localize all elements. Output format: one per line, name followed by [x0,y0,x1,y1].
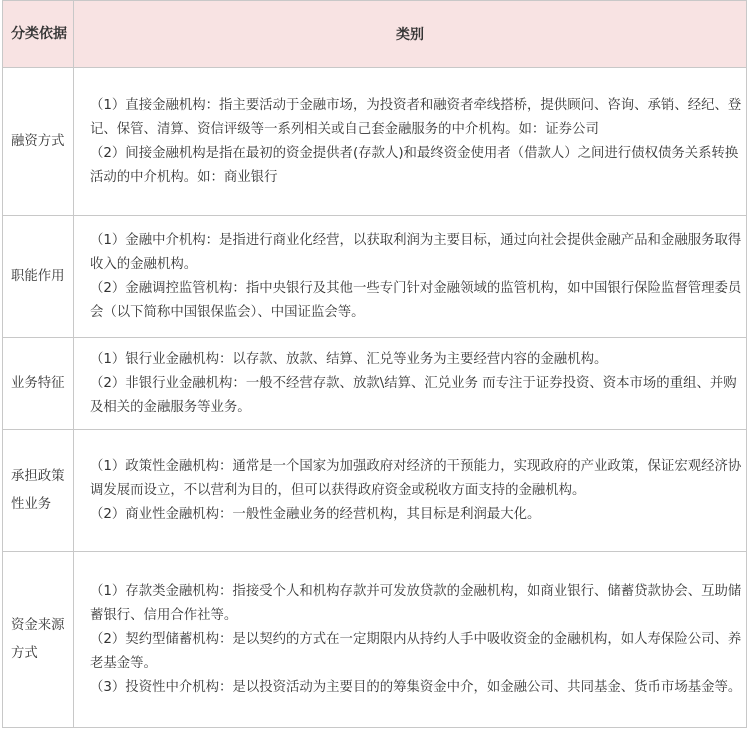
row-description [74,216,747,338]
row-basis: 资金来源方式 [3,552,74,728]
table-row [3,552,747,728]
row-line: （2）契约型储蓄机构：是以契约的方式在一定期限内从持约人手中吸收资金的金融机构，如人寿保险公司、养老基金等。 [90,631,742,671]
table-header-row [3,1,747,68]
row-line: （2）金融调控监管机构：指中央银行及其他一些专门针对金融领域的监管机构，如中国银行保险监督管理委员会（以下简称中国银保监会）、中国证监会等。 [90,280,742,320]
table-row [3,68,747,216]
table-row [3,338,747,430]
row-basis: 职能作用 [3,216,74,338]
row-description [74,68,747,216]
row-line: （1）银行业金融机构：以存款、放款、结算、汇兑等业务为主要经营内容的金融机构。 [90,351,608,367]
row-line: （2）商业性金融机构：一般性金融业务的经营机构，其目标是利润最大化。 [90,506,541,522]
row-line: （3）投资性中介机构：是以投资活动为主要目的的筹集资金中介，如金融公司、共同基金、货币市场基金等。 [90,679,742,695]
row-description [74,338,747,430]
row-line: （1）直接金融机构：指主要活动于金融市场，为投资者和融资者牵线搭桥，提供顾问、咨询、承销、经纪、登记、保管、清算、资信评级等一系列相关或自己套金融服务的中介机构。如：证券公司 [90,97,742,137]
row-description [74,430,747,552]
row-description [74,552,747,728]
table-row [3,216,747,338]
header-basis: 分类依据 [3,1,74,68]
row-line: （1）金融中介机构：是指进行商业化经营，以获取利润为主要目标，通过向社会提供金融产品和金融服务取得收入的金融机构。 [90,232,742,272]
table-row [3,430,747,552]
classification-table [2,0,747,728]
row-basis: 业务特征 [3,338,74,430]
row-line: （1）存款类金融机构：指接受个人和机构存款并可发放贷款的金融机构，如商业银行、储蓄贷款协会、互助储蓄银行、信用合作社等。 [90,583,742,623]
row-line: （2）非银行业金融机构：一般不经营存款、放款\结算、汇兑业务 而专注于证券投资、资本市场的重组、并购及相关的金融服务等业务。 [90,375,737,415]
row-basis: 融资方式 [3,68,74,216]
row-basis: 承担政策性业务 [3,430,74,552]
row-line: （2）间接金融机构是指在最初的资金提供者(存款人)和最终资金使用者（借款人）之间进行债权债务关系转换活动的中介机构。如：商业银行 [90,145,739,185]
row-line: （1）政策性金融机构：通常是一个国家为加强政府对经济的干预能力，实现政府的产业政策，保证宏观经济协调发展而设立，不以营利为目的，但可以获得政府资金或税收方面支持的金融机构。 [90,458,742,498]
header-category: 类别 [74,1,747,68]
